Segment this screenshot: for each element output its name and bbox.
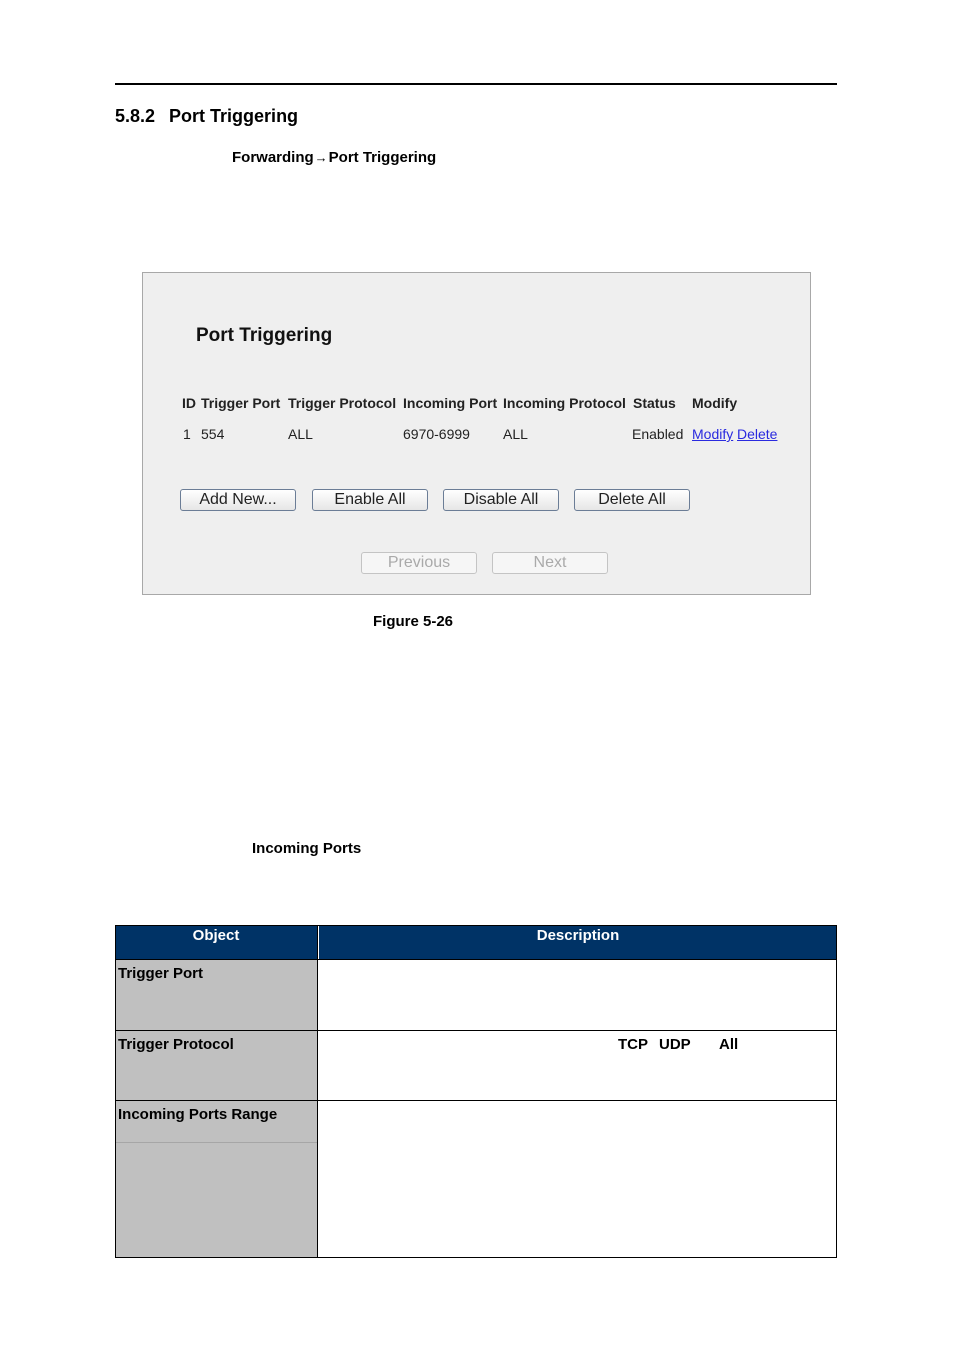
col-header-trigger-protocol: Trigger Protocol	[288, 395, 397, 411]
row-status: Enabled	[632, 426, 684, 442]
row-incoming-protocol: ALL	[503, 426, 528, 442]
keyword-udp: UDP	[659, 1036, 691, 1053]
col-header-status: Status	[633, 395, 676, 411]
row-incoming-port: 6970-6999	[403, 426, 470, 442]
delete-link[interactable]: Delete	[737, 426, 778, 442]
object-incoming-ports-range: Incoming Ports Range	[118, 1106, 278, 1123]
enable-all-button[interactable]: Enable All	[312, 489, 428, 511]
delete-all-button[interactable]: Delete All	[574, 489, 690, 511]
object-trigger-protocol: Trigger Protocol	[118, 1036, 234, 1053]
section-heading	[115, 106, 298, 127]
col-header-id: ID	[182, 395, 196, 411]
row-divider	[115, 1100, 837, 1101]
panel-title: Port Triggering	[196, 325, 333, 346]
object-description-table	[115, 925, 837, 1258]
keyword-tcp: TCP	[618, 1036, 648, 1053]
col-header-trigger-port: Trigger Port	[201, 395, 281, 411]
section-number: 5.8.2	[115, 106, 156, 126]
table-row	[115, 959, 317, 1030]
col-header-incoming-port: Incoming Port	[403, 395, 498, 411]
port-triggering-screenshot	[142, 272, 811, 595]
add-new-button[interactable]: Add New...	[180, 489, 296, 511]
col-header-incoming-protocol: Incoming Protocol	[503, 395, 626, 411]
section-title: Port Triggering	[169, 106, 299, 126]
row-trigger-protocol: ALL	[288, 426, 313, 442]
menu-path-forwarding: Forwarding	[232, 149, 314, 166]
incoming-ports-label: Incoming Ports	[252, 840, 362, 857]
modify-link[interactable]: Modify	[692, 426, 734, 442]
column-divider	[317, 925, 318, 1258]
row-divider	[115, 1142, 317, 1143]
disable-all-button[interactable]: Disable All	[443, 489, 559, 511]
row-divider	[115, 959, 837, 960]
row-divider	[115, 1030, 837, 1031]
menu-path	[232, 149, 436, 166]
table-row	[115, 1030, 317, 1100]
page-top-rule	[115, 83, 837, 85]
row-id: 1	[183, 426, 191, 442]
next-button[interactable]: Next	[492, 552, 608, 574]
previous-button[interactable]: Previous	[361, 552, 477, 574]
menu-path-port-triggering: Port Triggering	[328, 149, 437, 166]
row-trigger-port: 554	[201, 426, 225, 442]
table-header-object: Object	[115, 925, 317, 959]
table-header-description: Description	[319, 925, 837, 959]
table-row	[115, 1100, 317, 1258]
figure-caption: Figure 5-26	[373, 613, 454, 630]
col-header-modify: Modify	[692, 395, 738, 411]
object-trigger-port: Trigger Port	[118, 965, 204, 982]
arrow-right-icon: →	[314, 150, 328, 165]
keyword-all: All	[719, 1036, 739, 1053]
